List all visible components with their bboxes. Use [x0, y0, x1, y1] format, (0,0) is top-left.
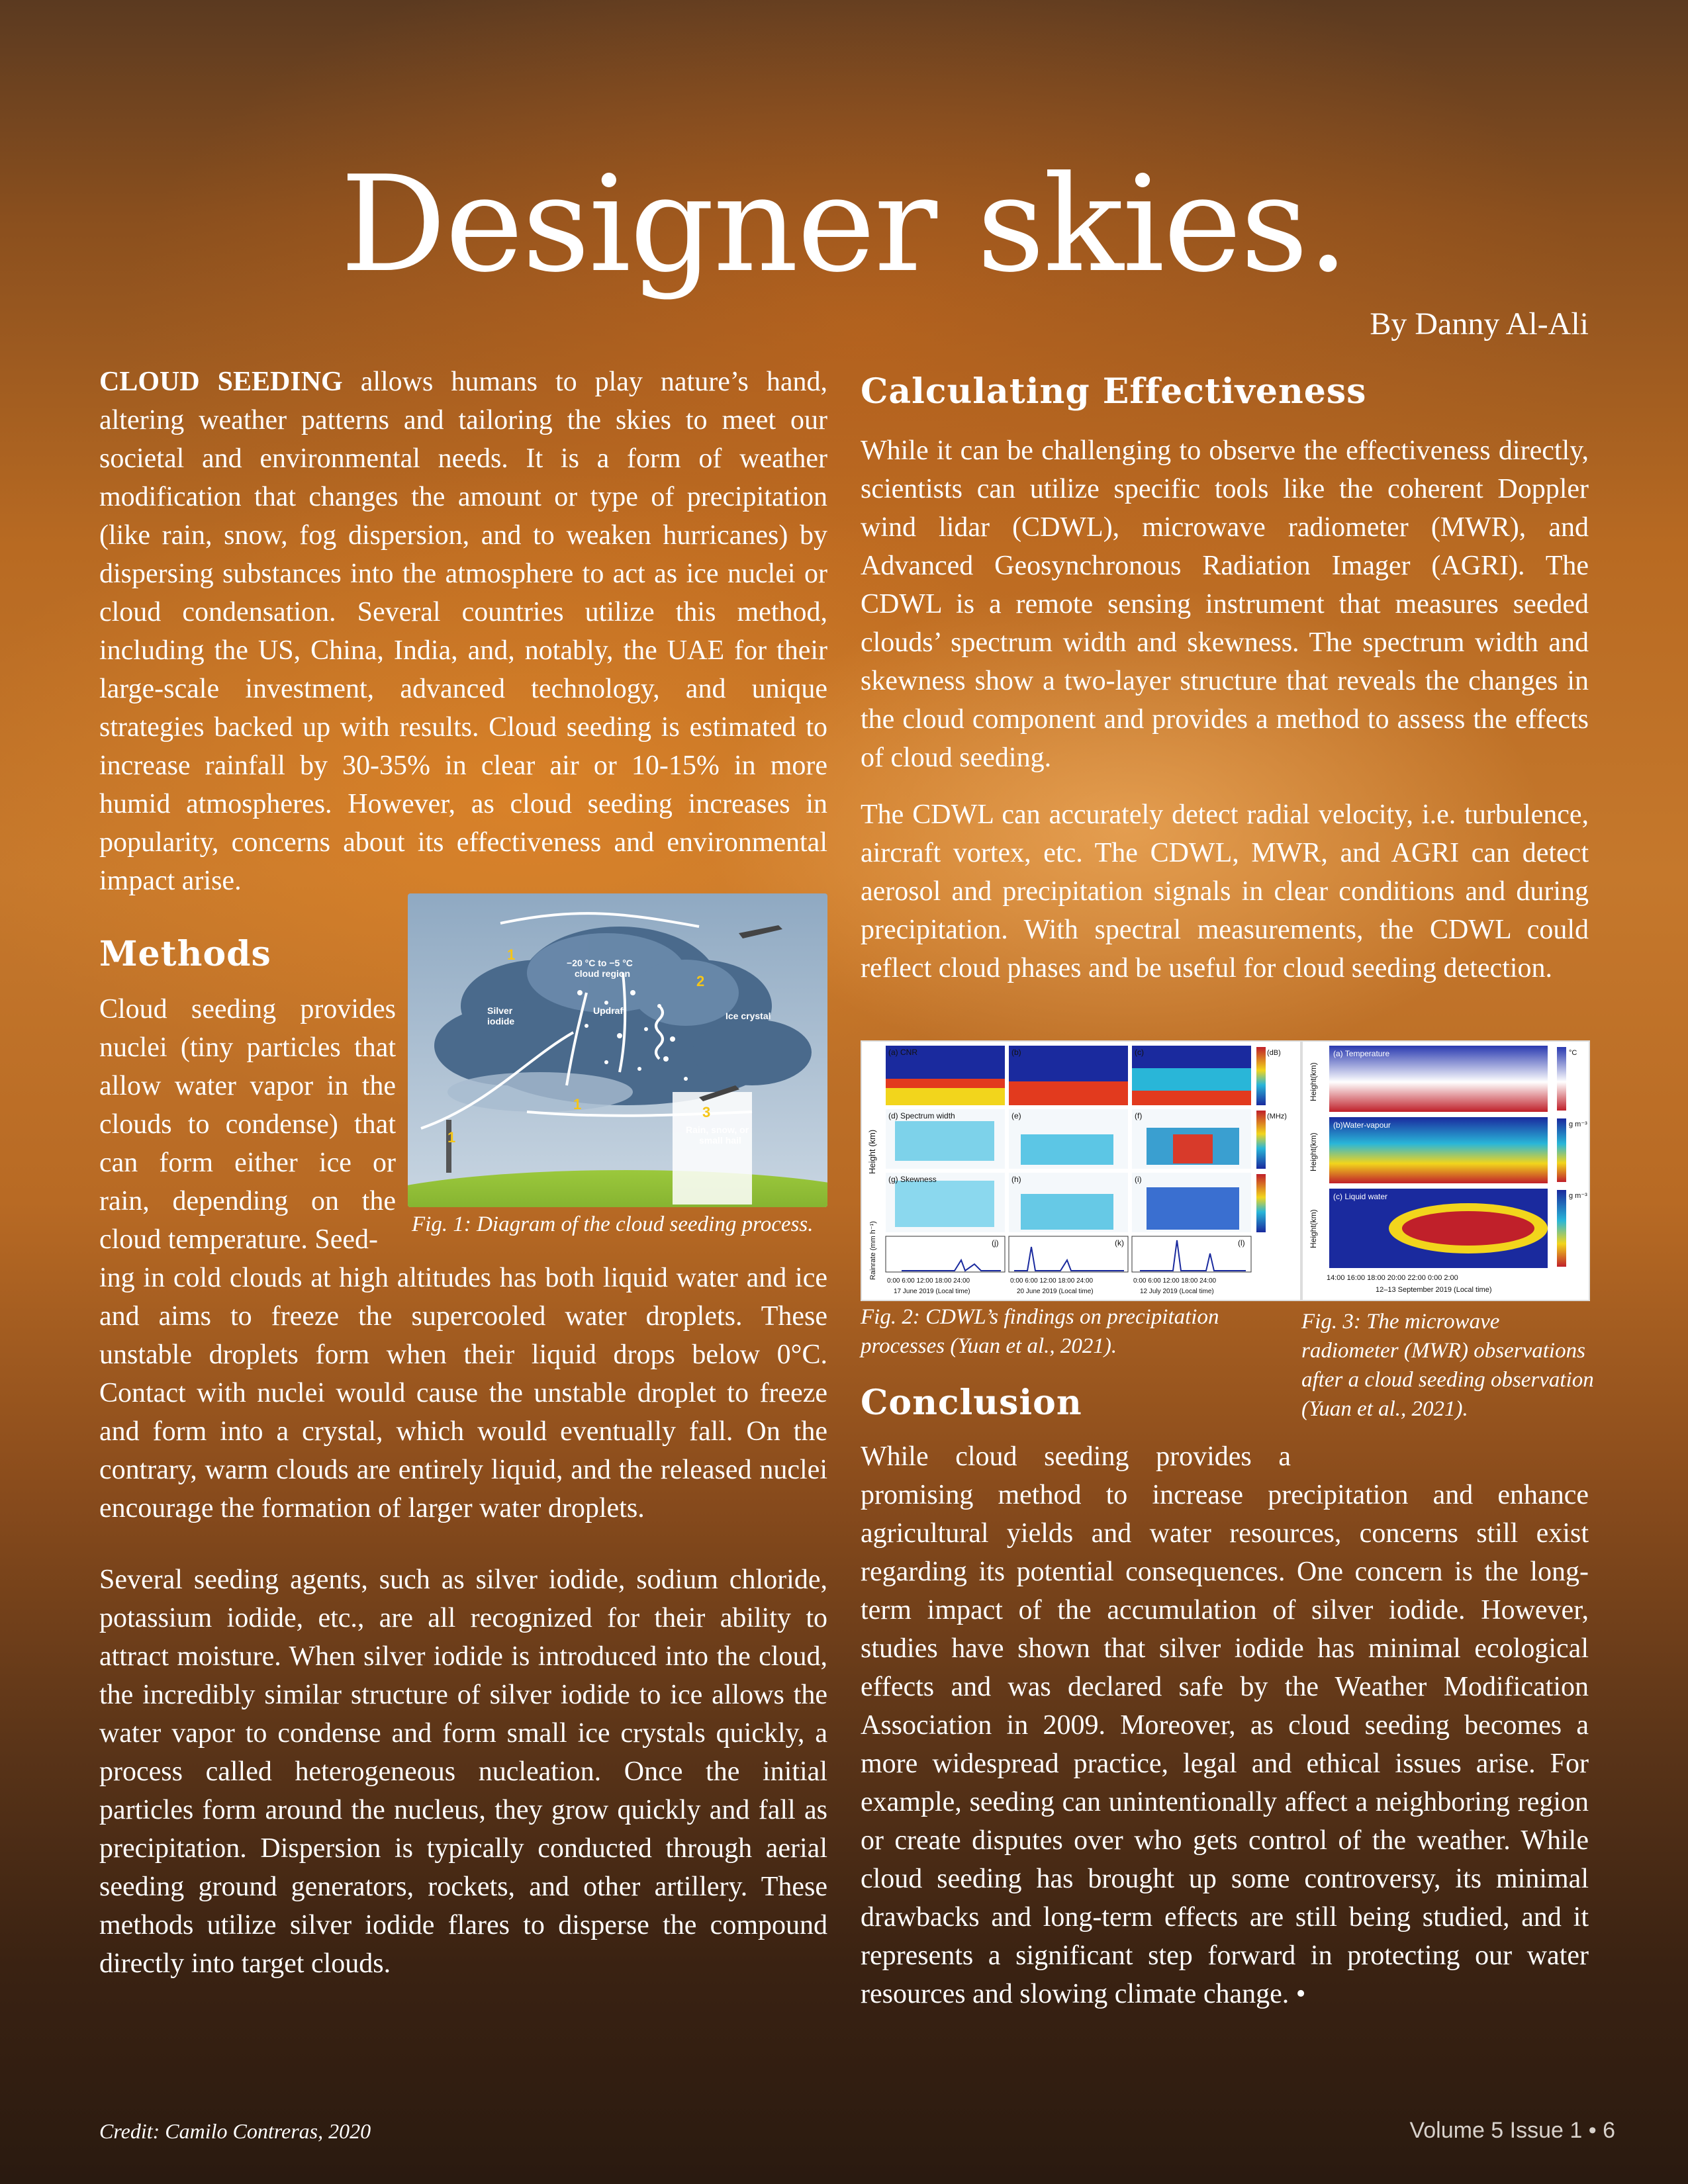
fig2-panel-label: (f) [1135, 1111, 1143, 1120]
figure-3-caption: Fig. 3: The microwave radiometer (MWR) observations after a cloud seeding observation (Yuan et al., 2021). [1301, 1310, 1594, 1421]
methods-line: cloud temperature. Seed- [99, 1224, 378, 1255]
cloud-seeding-diagram [408, 893, 827, 1207]
methods-heading: Methods [99, 934, 271, 974]
diagram-label-1b: 1 [447, 1129, 456, 1146]
fig2-panel-label: (d) Spectrum width [888, 1111, 955, 1120]
fig2-date: 12 July 2019 (Local time) [1140, 1288, 1214, 1295]
diagram-updraft-label: Updraft [593, 1005, 626, 1016]
intro-text: allows humans to play nature’s hand, altering weather patterns and tailoring the skies to meet our societal and environmental needs. It is a form of weather modification that changes the amount or type of precipitation (like rain, snow, fog dispersion, and to weaken hurricanes) by dispersing substances into the atmosphere to act as ice nuclei or cloud condensation. Several countries utilize this method, including the US, China, India, and, notably, the UAE for their large-scale investment, advanced technology, and unique strategies backed up with results. Cloud seeding is estimated to increase rainfall by 30-35% in clear air or 10-15% in more humid atmospheres. However, as cloud seeding increases in popularity, concerns about its effectiveness and environmental impact arise. [99, 367, 827, 896]
fig2-panel-label: (b) [1011, 1048, 1021, 1057]
figure-1-caption: Fig. 1: Diagram of the cloud seeding process. [412, 1212, 814, 1236]
effectiveness-paragraph-2: The CDWL can accurately detect radial velocity, i.e. turbulence, aircraft vortex, etc. The CDWL, MWR, and AGRI can detect aerosol and precipitation signals in clear conditions and during precipitation. With spectral measurements, the CDWL could reflect cloud phases and be useful for cloud seeding detection. [861, 799, 1589, 983]
fig2-panel-label: (g) Skewness [888, 1175, 937, 1184]
fig2-unit-mhz: (MHz) [1267, 1113, 1287, 1120]
cdwl-panels [862, 1042, 1300, 1300]
fig2-panel-label: (h) [1011, 1175, 1021, 1184]
fig3-x-axis: 14:00 16:00 18:00 20:00 22:00 0:00 2:00 [1327, 1274, 1458, 1282]
figure-1-diagram [408, 893, 827, 1207]
fig3-panel-label: (b)Water-vapour [1333, 1120, 1391, 1130]
fig3-y-label: Height(km) [1309, 1132, 1318, 1171]
fig2-row-a [886, 1046, 1251, 1105]
diagram-label-3: 3 [702, 1104, 711, 1120]
diagram-rain-label-2: small hail [699, 1135, 741, 1146]
fig2-date: 17 June 2019 (Local time) [894, 1288, 970, 1295]
methods-paragraph-1-cont: ing in cold clouds at high altitudes has both liquid water and ice and aims to freeze the supercooled water droplets. These unstable droplets form when their liquid drops below 0°C. Contact with nuclei would cause the unstable droplet to freeze and form into a crystal, which would eventually fall. On the contrary, warm clouds are entirely liquid, and the released nuclei encourage the formation of larger water droplets. [99, 1263, 827, 1524]
fig3-unit: g m⁻³ [1569, 1120, 1587, 1128]
fig2-y-label: Height (km) [867, 1129, 877, 1174]
diagram-ice-label: Ice crystal [726, 1011, 771, 1021]
fig2-panel-label: (j) [992, 1238, 999, 1248]
methods-line: Cloud seeding provides [99, 994, 396, 1024]
conclusion-first-line: While cloud seeding provides a [861, 1441, 1291, 1472]
fig2-ticks: 0:00 6:00 12:00 18:00 24:00 [1010, 1277, 1094, 1285]
fig3-unit: g m⁻³ [1569, 1192, 1587, 1200]
diagram-silver-label-2: iodide [487, 1016, 515, 1026]
photo-credit: Credit: Camilo Contreras, 2020 [99, 2119, 371, 2143]
fig2-panel-label: (c) [1135, 1048, 1144, 1057]
fig2-panel-label: (k) [1115, 1238, 1124, 1248]
methods-line: allow water vapor in the [99, 1071, 396, 1101]
fig2-unit-db: (dB) [1267, 1049, 1281, 1057]
methods-line: nuclei (tiny particles that [99, 1032, 396, 1063]
page-title: Designer skies. [340, 148, 1348, 302]
fig3-panel-label: (c) Liquid water [1333, 1192, 1388, 1201]
diagram-label-1c: 1 [573, 1096, 582, 1113]
fig2-rain-label: Rainrate (mm h⁻¹) [869, 1221, 877, 1280]
fig2-ticks: 0:00 6:00 12:00 18:00 24:00 [887, 1277, 970, 1285]
diagram-region-label-2: cloud region [575, 968, 630, 979]
fig2-panel-label: (i) [1135, 1175, 1142, 1184]
methods-line: can form either ice or [99, 1148, 396, 1178]
figure-2-caption: Fig. 2: CDWL’s findings on precipitation processes (Yuan et al., 2021). [861, 1305, 1219, 1358]
conclusion-heading: Conclusion [861, 1383, 1082, 1423]
mwr-panels [1303, 1042, 1589, 1300]
fig2-panel-label: (a) CNR [888, 1048, 917, 1057]
intro-paragraph [99, 363, 827, 900]
fig3-panel-label: (a) Temperature [1333, 1049, 1390, 1058]
byline: By Danny Al-Ali [1370, 306, 1589, 341]
conclusion-paragraph: promising method to increase precipitation and enhance agricultural yields and water resources, concerns still exist regarding its potential consequences. One concern is the long-term impact of the accumulation of silver iodide. However, studies have shown that silver iodide has minimal ecological effects and was declared safe by the Weather Modification Association in 2009. Moreover, as cloud seeding becomes a more widespread practice, legal and ethical issues arise. For example, seeding can unintentionally affect a neighboring region or create disputes over who gets control of the weather. While cloud seeding has brought up some controversy, its minimal drawbacks and long-term effects are still being studied, and it represents a significant step forward in protecting our water resources and slowing climate change. • [861, 1480, 1589, 2009]
figure-2-chart [861, 1040, 1301, 1301]
effectiveness-paragraph-1: While it can be challenging to observe the effectiveness directly, scientists can utilize specific tools like the coherent Doppler wind lidar (CDWL), microwave radiometer (MWR), and Advanced Geosynchronous Radiation Imager (AGRI). The CDWL is a remote sensing instrument that measures seeded clouds’ spectrum width and skewness. The spectrum width and skewness show a two-layer structure that reveals the changes in the cloud component and provides a method to assess the effects of cloud seeding. [861, 435, 1589, 773]
fig2-date: 20 June 2019 (Local time) [1017, 1288, 1094, 1295]
methods-line: clouds to condense) that [99, 1109, 396, 1140]
methods-paragraph-2: Several seeding agents, such as silver iodide, sodium chloride, potassium iodide, etc., are all recognized for their ability to attract moisture. When silver iodide is introduced into the cloud, the incredibly similar structure of silver iodide to ice allows the water vapor to condense and form small ice crystals quickly, a process called heterogeneous nucleation. Once the initial particles form around the nucleus, they grow quickly and fall as precipitation. Dispersion is typically conducted through aerial seeding ground generators, rockets, and other artillery. These methods utilize silver iodide flares to disperse the compound directly into target clouds. [99, 1565, 827, 1979]
page-number: Volume 5 Issue 1 • 6 [1409, 2118, 1615, 2143]
fig3-y-label: Height(km) [1309, 1062, 1318, 1101]
diagram-rain-label: Rain, snow, or [686, 1124, 749, 1135]
diagram-region-label: −20 °C to −5 °C [567, 958, 633, 968]
effectiveness-heading: Calculating Effectiveness [861, 371, 1367, 412]
fig2-row-g [886, 1173, 1251, 1232]
methods-line: rain, depending on the [99, 1186, 396, 1216]
fig3-unit: °C [1569, 1049, 1577, 1057]
intro-lead: CLOUD SEEDING [99, 367, 343, 397]
fig2-ticks: 0:00 6:00 12:00 18:00 24:00 [1133, 1277, 1217, 1285]
methods-narrow-block [99, 990, 396, 1259]
fig3-date: 12–13 September 2019 (Local time) [1376, 1286, 1492, 1294]
fig2-panel-label: (e) [1011, 1111, 1021, 1120]
diagram-silver-label: Silver [487, 1005, 513, 1016]
fig3-y-label: Height(km) [1309, 1209, 1318, 1248]
fig2-panel-label: (l) [1238, 1238, 1245, 1248]
diagram-label-1: 1 [507, 946, 516, 963]
figure-3-chart [1301, 1040, 1590, 1301]
diagram-label-2: 2 [696, 973, 705, 989]
